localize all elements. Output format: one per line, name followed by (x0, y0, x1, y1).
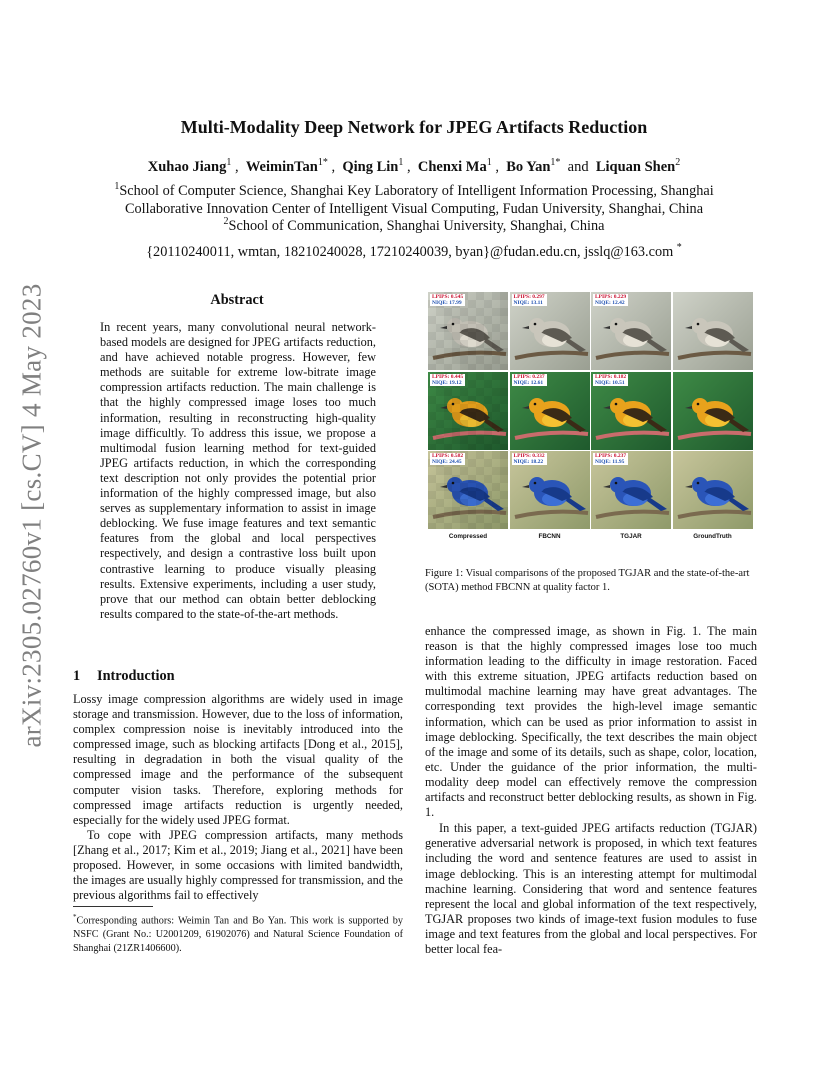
figure-image-orange-bird (673, 372, 753, 450)
figure-image-orange-bird (428, 372, 508, 450)
metric-label (593, 374, 628, 386)
niqe-value: NIQE: 10.51 (595, 379, 625, 386)
lpips-value: LPIPS: 0.237 (513, 373, 545, 380)
author-name: Xuhao Jiang (147, 159, 227, 175)
author-name: Liquan Shen (595, 159, 676, 175)
lpips-value: LPIPS: 0.582 (432, 453, 464, 459)
lpips-value: LPIPS: 0.237 (595, 453, 627, 459)
author-name: Bo Yan (506, 159, 551, 175)
figure-image-blue-bird (428, 451, 508, 529)
niqe-value: NIQE: 18.22 (513, 459, 544, 466)
column-label: FBCNN (538, 533, 561, 540)
figure-image-blue-bird (510, 451, 590, 529)
lpips-value: LPIPS: 0.297 (513, 294, 545, 300)
niqe-value: NIQE: 24.45 (432, 459, 462, 466)
paper-title: Multi-Modality Deep Network for JPEG Artifacts Reduction (180, 117, 648, 137)
lpips-value: LPIPS: 0.445 (432, 373, 464, 380)
metric-label (512, 374, 547, 386)
niqe-value: NIQE: 19.12 (432, 379, 462, 386)
metric-label (593, 453, 628, 465)
affiliation-line: School of Computer Science, Shanghai Key Laboratory of Intelligent Information Processing, Shanghai (119, 183, 714, 199)
author-list: Xuhao Jiang$^1$ , WeiminTan$^{1*}$ , Qing Lin$^1$ , Chenxi Ma$^1$ , Bo Yan$^{1*}$ and Liquan Shen$^2$ (147, 157, 681, 175)
paragraph: In this paper, a text-guided JPEG artifacts reduction (TGJAR) generative adversarial network is proposed, in which text features including the word and sentence features are used to assist in image deblocking. This is an interesting attempt for multimodal machine learning. Considering that word and sentence features represent the local and global information of the text respectively, TGJAR proposes two kinds of image-text fusion modules to fuse image and text features from the global and local perspectives. For better local fea- (425, 821, 757, 956)
figure-image-gray-bird (510, 292, 590, 370)
author-name: Chenxi Ma (417, 159, 487, 175)
figure-image-orange-bird (591, 372, 671, 450)
figure-1 (428, 292, 753, 540)
footnote-rule (73, 906, 153, 907)
introduction-body (73, 692, 403, 903)
figure-image-gray-bird (428, 292, 508, 370)
author-name: WeiminTan (245, 159, 318, 175)
metric-label (512, 453, 547, 465)
figure-image-gray-bird (673, 292, 753, 370)
footnote: *Corresponding authors: Weimin Tan and Bo Yan. This work is supported by NSFC (Grant No.: U2001209, 61902076) and Natural Science Foundation of Shanghai (21ZR1406600). (73, 913, 403, 954)
right-column-body (425, 624, 757, 957)
lpips-value: LPIPS: 0.545 (432, 294, 464, 300)
author-name: Qing Lin (342, 159, 399, 175)
authors-and: and (567, 159, 589, 175)
figure-image-blue-bird (591, 451, 671, 529)
lpips-value: LPIPS: 0.332 (513, 453, 545, 459)
abstract-body: In recent years, many convolutional neural network-based models are designed for JPEG artifacts reduction, and have achieved notable progress. However, few methods are suitable for extreme low-bitrate image compression artifacts reduction. The main challenge is that the highly compressed image loses too much information, resulting in reconstructing high-quality image difficultly. To address this issue, we propose a multimodal fusion learning method for text-guided JPEG artifacts reduction, in which the corresponding text description not only provides the potential prior information of the highly compressed image, but also serves as supplementary information to assist in image deblocking. We fuse image features and text semantic features from the global and local perspectives respectively, and design a contrastive loss built upon contrastive learning to produce visually pleasing results. Extensive experiments, including a user study, prove that our method can obtain better deblocking results compared to the state-of-the-art methods. (100, 320, 376, 621)
metric-label (593, 294, 628, 306)
column-label: TGJAR (620, 533, 642, 540)
figure-image-gray-bird (591, 292, 671, 370)
metric-label (430, 294, 465, 306)
column-label: Compressed (448, 533, 488, 540)
figure-image-blue-bird (673, 451, 753, 529)
figure-column-labels (428, 533, 753, 540)
paragraph: To cope with JPEG compression artifacts, many methods [Zhang et al., 2017; Kim et al., 2019; Jiang et al., 2021] have been proposed. However, in some occasions with limited bandwidth, the images are usually highly compressed for transmission, and the previous algorithms fail to effectively (73, 827, 403, 903)
paragraph: Lossy image compression algorithms are widely used in image storage and transmission. However, due to the loss of information, complex compression noise is inevitably introduced into the compressed image, such as blocking artifacts [Dong et al., 2015], resulting in degradation in both the visual quality of the compressed image and the performance of the subsequent computer vision tasks. Therefore, exploring methods for compressed image artifacts reduction is urgently needed, especially for the widely used JPEG format. (73, 692, 403, 827)
abstract-heading: Abstract (210, 292, 264, 308)
column-label: GroundTruth (693, 533, 732, 540)
section-heading-introduction: 1 Introduction (73, 668, 175, 684)
figure-image-orange-bird (510, 372, 590, 450)
niqe-value: NIQE: 17.99 (432, 300, 462, 307)
emails: {20110240011, wmtan, 18210240028, 17210240039, byan}@fudan.edu.cn, jsslq@163.com * (146, 242, 682, 260)
lpips-value: LPIPS: 0.229 (595, 294, 627, 300)
metric-label (512, 294, 547, 306)
arxiv-stamp (12, 282, 52, 748)
niqe-value: NIQE: 12.42 (595, 300, 625, 307)
niqe-value: NIQE: 13.11 (513, 300, 543, 307)
arxiv-id: arXiv:2305.02760v1 [cs.CV] 4 May 2023 (16, 282, 47, 748)
affiliations: $^1$School of Computer Science, Shanghai Key Laboratory of Intelligent Information Processing, Shanghai Collaborative Innovation Center of Intelligent Visual Computing, Fudan University, Shanghai, China $^2$School of Communication, Shanghai University, Shanghai, China (60, 183, 768, 236)
affiliation-line: School of Communication, Shanghai University, Shanghai, China (228, 218, 605, 234)
affiliation-line: Collaborative Innovation Center of Intelligent Visual Computing, Fudan University, Shanghai, China (124, 200, 704, 217)
niqe-value: NIQE: 12.61 (513, 379, 544, 386)
figure-caption: Figure 1: Visual comparisons of the proposed TGJAR and the state-of-the-art (SOTA) method FBCNN at quality factor 1. (425, 568, 750, 594)
niqe-value: NIQE: 11.95 (595, 459, 625, 466)
lpips-value: LPIPS: 0.182 (595, 373, 627, 380)
metric-label (430, 374, 465, 386)
paragraph: enhance the compressed image, as shown in Fig. 1. The main reason is that the highly compressed images lose too much information leading to the difficulty in image restoration. Faced with this extreme situation, JPEG artifacts reduction based on multimodal machine learning may have great advantages. The corresponding text provides the high-level image semantic information, which can be used as prior information to assist in image deblocking. Specifically, the text describes the main object of the image and some of its details, such as shape, color, location, etc. Under the guidance of the prior information, the multi-modality deep model can effectively remove the compression artifacts and reconstruct better deblocking results, as shown in Fig. 1. (425, 624, 757, 820)
figure-grid (428, 292, 753, 529)
metric-label (430, 453, 465, 465)
